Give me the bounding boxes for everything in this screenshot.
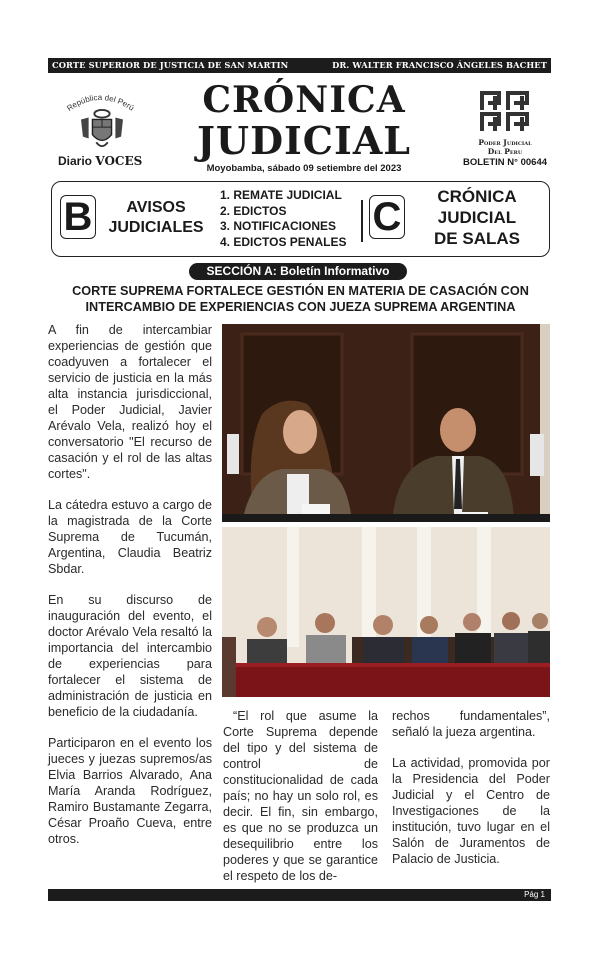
- list-item: 1. REMATE JUDICIAL: [220, 188, 342, 202]
- article-column-2: [223, 708, 378, 884]
- page-number: Pág 1: [524, 890, 545, 899]
- section-b-letter: B: [60, 195, 96, 239]
- paragraph: Participaron en el evento los jueces y juezas supremos/as Elvia Barrios Alvarado, Ana María Aranda Rodríguez, Ramiro Bustamante Zegarra, César Proaño Cueva, entre otros.: [48, 736, 212, 846]
- photo-speakers: [222, 324, 550, 522]
- masthead-title-line2: JUDICIAL: [196, 118, 412, 163]
- diario-voces-label: Diario VOCES: [58, 154, 143, 168]
- article-column-3: [392, 708, 550, 867]
- issue-date: Moyobamba, sábado 09 setiembre del 2023: [206, 163, 402, 174]
- paragraph: En su discurso de inauguración del evento, el doctor Arévalo Vela resaltó la importancia del intercambio de experiencias para fortalecer el sistema de administración de justicia en beneficio de la ciudadanía.: [48, 593, 212, 719]
- list-item: 3. NOTIFICACIONES: [220, 219, 337, 233]
- coat-of-arms-icon: [78, 108, 126, 150]
- avisos-judiciales-title: AVISOS JUDICIALES: [108, 199, 204, 236]
- masthead: [186, 80, 422, 175]
- article-column-1: [48, 322, 212, 847]
- institution-name: Poder Judicial Del Peru: [478, 138, 532, 156]
- divider: [361, 200, 363, 242]
- article-headline: CORTE SUPREMA FORTALECE GESTIÓN EN MATERIA DE CASACIÓN CON INTERCAMBIO DE EXPERIENCIAS CON JUEZA SUPREMA ARGENTINA: [72, 284, 529, 314]
- paragraph: “El rol que asume la Corte Suprema depende del tipo y del sistema de control de constitucionalidad de cada país; no hay un solo rol, es decir. El fin, sin embargo, es que no se produzca un desequilibrio entre los poderes y que se garantice el respeto de los de-: [223, 709, 378, 883]
- section-c-letter: C: [369, 195, 405, 239]
- paragraph: rechos fundamentales”, señaló la jueza argentina.: [392, 709, 550, 739]
- header-bar: [48, 58, 551, 73]
- paragraph: La actividad, promovida por la Presidencia del Poder Judicial y el Centro de Investigaciones de la institución, tuvo lugar en el Salón de Juramentos de Palacio de Justicia.: [392, 756, 550, 866]
- president-name: DR. WALTER FRANCISCO ÁNGELES BACHET: [332, 60, 547, 70]
- list-item: 4. EDICTOS PENALES: [220, 234, 347, 249]
- masthead-title-line1: CRÓNICA: [202, 79, 406, 121]
- avisos-list: [220, 188, 346, 250]
- section-label: SECCIÓN A: Boletín Informativo: [189, 263, 407, 280]
- index-box: [51, 181, 550, 257]
- paragraph: A fin de intercambiar experiencias de gestión que coadyuven a fortalecer el servicio de justicia en la más alta instancia jurisdiccional, el Poder Judicial, Javier Arévalo Vela, realizó hoy el conversatorio "El recurso de casación y el rol de las altas cortes".: [48, 323, 212, 481]
- bulletin-number: BOLETIN N° 00644: [462, 157, 548, 168]
- diario-voces-logo: [58, 86, 142, 174]
- photo-audience: [222, 527, 550, 697]
- audience-image: [222, 527, 550, 697]
- footer-bar: [48, 889, 551, 901]
- court-name: CORTE SUPERIOR DE JUSTICIA DE SAN MARTIN: [52, 60, 289, 70]
- cronica-salas-title: CRÓNICA JUDICIAL DE SALAS: [434, 187, 520, 248]
- svg-text:República del Perú: República del Perú: [65, 92, 136, 114]
- paragraph: La cátedra estuvo a cargo de la magistrada de la Corte Suprema de Tucumán, Argentina, Claudia Beatriz Sbdar.: [48, 498, 212, 576]
- pj-logo-icon: [479, 90, 531, 134]
- speakers-image: [222, 324, 550, 522]
- list-item: 2. EDICTOS: [220, 203, 287, 218]
- poder-judicial-logo: [460, 90, 550, 169]
